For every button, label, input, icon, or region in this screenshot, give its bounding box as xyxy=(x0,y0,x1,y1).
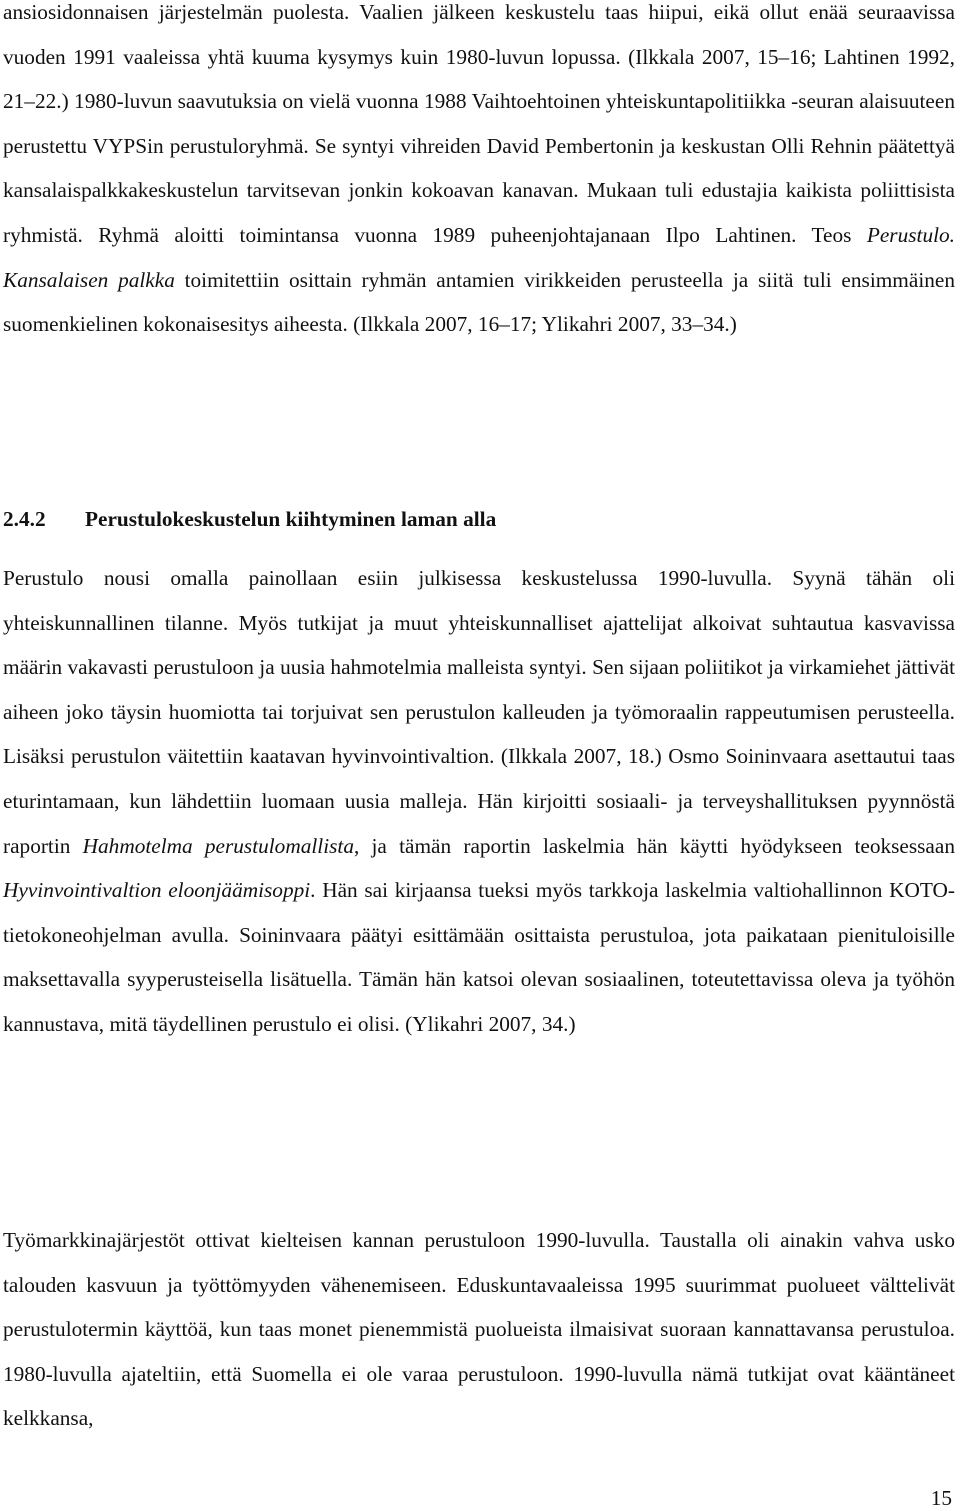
paragraph-1-text-a: ansiosidonnaisen järjestelmän puolesta. Vaalien jälkeen keskustelu taas hiipui, eikä ollut enää seuraavissa vuoden 1991 vaaleissa yhtä kuuma kysymys kuin 1980-luvun lopussa. (Ilkkala 2007, 15–16; Lahtinen 1992, 21–22.) 1980-luvun saavutuksia on vielä vuonna 1988 Vaihtoehtoinen yhteiskuntapolitiikka -seuran alaisuuteen perustettu VYPSin perustuloryhmä. Se syntyi vihreiden David Pembertonin ja keskustan Olli Rehnin päätettyä kansalaispalkkakeskustelun tarvitsevan jonkin kokoavan kanavan. Mukaan tuli edustajia kaikista poliittisista ryhmistä. Ryhmä aloitti toimintansa vuonna 1989 puheenjohtajanaan Ilpo Lahtinen. Teos xyxy=(3,0,955,247)
section-title: Perustulokeskustelun kiihtyminen laman alla xyxy=(85,507,497,531)
paragraph-2 xyxy=(3,556,955,1047)
report-title-hahmotelma: Hahmotelma perustulomallista xyxy=(82,833,354,858)
paragraph-2-text-a: Perustulo nousi omalla painollaan esiin julkisessa keskustelussa 1990-luvulla. Syynä tähän oli yhteiskunnallinen tilanne. Myös tutkijat ja muut yhteiskunnalliset ajattelijat alkoivat suhtautua kasvavissa määrin vakavasti perustuloon ja uusia hahmotelmia malleista syntyi. Sen sijaan poliitikot ja virkamiehet jättivät aiheen joko täysin huomiotta tai torjuivat sen perustulon kalleuden ja työmoraalin rappeutumisen perusteella. Lisäksi perustulon väitettiin kaatavan hyvinvointivaltion. (Ilkkala 2007, 18.) Osmo Soininvaara asettautui taas eturintamaan, kun lähdettiin luomaan uusia malleja. Hän kirjoitti sosiaali- ja terveyshallituksen pyynnöstä raportin xyxy=(3,566,955,858)
book-title-perustulo: Perustulo. xyxy=(866,222,955,247)
section-number: 2.4.2 xyxy=(3,507,46,531)
paragraph-2-text-c: . Hän sai kirjaansa tueksi myös tarkkoja laskelmia valtiohallinnon KOTO-tietokoneohjelman avulla. Soininvaara päätyi esittämään osittaista perustuloa, jota paikataan pienituloisille maksettavalla syyperusteisella lisätuella. Tämän hän katsoi olevan sosiaalinen, toteutettavissa oleva ja työhön kannustava, mitä täydellinen perustulo ei olisi. (Ylikahri 2007, 34.) xyxy=(3,878,955,1036)
paragraph-1 xyxy=(3,0,955,347)
book-subtitle-kansalaisen-palkka: Kansalaisen palkka xyxy=(3,267,175,292)
paragraph-1-text-c: toimitettiin osittain ryhmän antamien virikkeiden perusteella ja siitä tuli ensimmäinen suomenkielinen kokonaisesitys aiheesta. (Ilkkala 2007, 16–17; Ylikahri 2007, 33–34.) xyxy=(3,267,955,337)
paragraph-3: Työmarkkinajärjestöt ottivat kielteisen kannan perustuloon 1990-luvulla. Taustalla oli ainakin vahva usko talouden kasvuun ja työttömyyden vähenemiseen. Eduskuntavaaleissa 1995 suurimmat puolueet välttelivät perustulotermin käyttöä, kun taas monet pienemmistä puolueista ilmaisivat suoraan kannattavansa perustuloa. 1980-luvulla ajateltiin, että Suomella ei ole varaa perustuloon. 1990-luvulla nämä tutkijat ovat kääntäneet kelkkansa, xyxy=(3,1228,955,1431)
paragraph-2-text-b: , ja tämän raportin laskelmia hän käytti hyödykseen teoksessaan xyxy=(353,833,955,858)
section-heading xyxy=(3,497,955,541)
book-title-eloonjaamisoppi: Hyvinvointivaltion eloonjäämisoppi xyxy=(3,878,311,903)
page-number: 15 xyxy=(930,1486,952,1510)
